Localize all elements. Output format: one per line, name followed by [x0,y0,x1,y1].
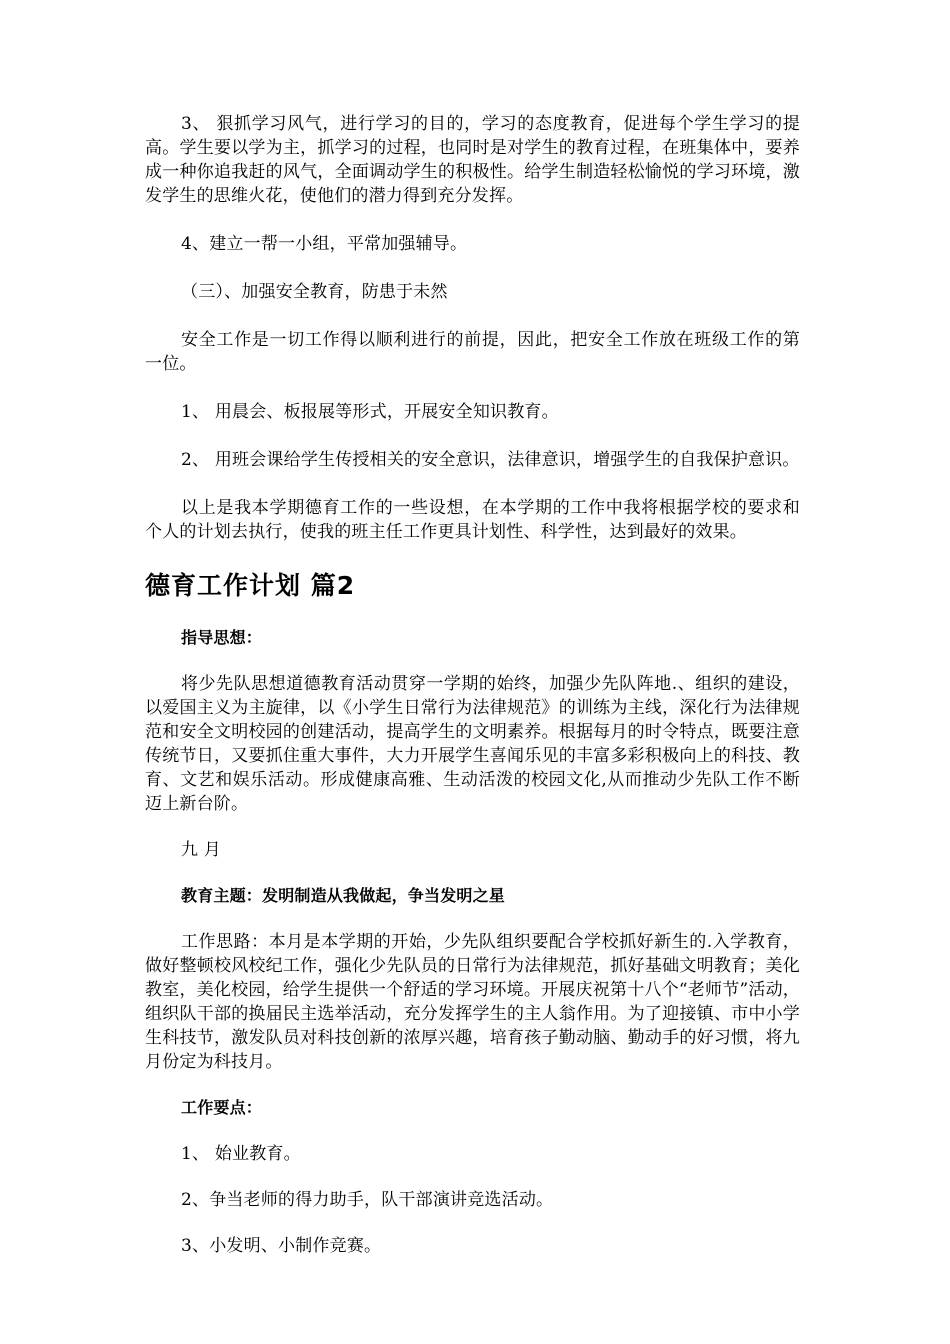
paragraph-safety-intro: 安全工作是一切工作得以顺利进行的前提，因此，把安全工作放在班级工作的第一位。 [145,330,800,374]
label-work-points: 工作要点： [181,1098,263,1117]
heading-plan-2: 德育工作计划 篇2 [145,571,356,600]
paragraph-work-idea: 工作思路：本月是本学期的开始，少先队组织要配合学校抓好新生的.入学教育，做好整顿校风校纪工作，强化少先队员的日常行为法律规范，抓好基础文明教育；美化教室，美化校园，给学生提供一个舒适的学习环境。开展庆祝第十八个“老师节”活动，组织队干部的换届民主选举活动，充分发挥学生的主人翁作用。为了迎接镇、市中小学生科技节，激发队员对科技创新的浓厚兴趣，培育孩子勤动脑、勤动手的好习惯，将九月份定为科技月。 [145,932,800,1072]
section-title-safety: （三）、加强安全教育，防患于未然 [181,282,448,302]
paragraph-safety-item-2: 2、 用班会课给学生传授相关的安全意识，法律意识，增强学生的自我保护意识。 [181,450,800,470]
label-month: 九 月 [181,840,222,860]
list-item-point-1: 1、 始业教育。 [181,1144,301,1164]
label-education-theme: 教育主题：发明制造从我做起，争当发明之星 [181,886,506,905]
document-page [145,112,800,1258]
paragraph-conclusion: 以上是我本学期德育工作的一些设想，在本学期的工作中我将根据学校的要求和个人的计划去执行，使我的班主任工作更具计划性、科学性，达到最好的效果。 [145,498,800,542]
list-item-point-2: 2、争当老师的得力助手，队干部演讲竞选活动。 [181,1190,554,1210]
list-item-point-3: 3、小发明、小制作竞赛。 [181,1236,382,1256]
paragraph-study-atmosphere: 3、 狠抓学习风气，进行学习的目的，学习的态度教育，促进每个学生学习的提高。学生要以学为主，抓学习的过程，也同时是对学生的教育过程，在班集体中，要养成一种你追我赶的风气，全面调动学生的积极性。给学生制造轻松愉悦的学习环境，激发学生的思维火花，使他们的潜力得到充分发挥。 [145,114,800,206]
label-guiding-thought: 指导思想： [181,628,263,647]
paragraph-guiding-thought: 将少先队思想道德教育活动贯穿一学期的始终，加强少先队阵地.、组织的建设，以爱国主义为主旋律，以《小学生日常行为法律规范》的训练为主线，深化行为法律规范和安全文明校园的创建活动，提高学生的文明素养。根据每月的时令特点，既要注意传统节日，又要抓住重大事件，大力开展学生喜闻乐见的丰富多彩积极向上的科技、教育、文艺和娱乐活动。形成健康高雅、生动活泼的校园文化,从而推动少先队工作不断迈上新台阶。 [145,674,800,814]
paragraph-safety-item-1: 1、 用晨会、板报展等形式，开展安全知识教育。 [181,402,559,422]
paragraph-help-group: 4、建立一帮一小组，平常加强辅导。 [181,234,468,254]
